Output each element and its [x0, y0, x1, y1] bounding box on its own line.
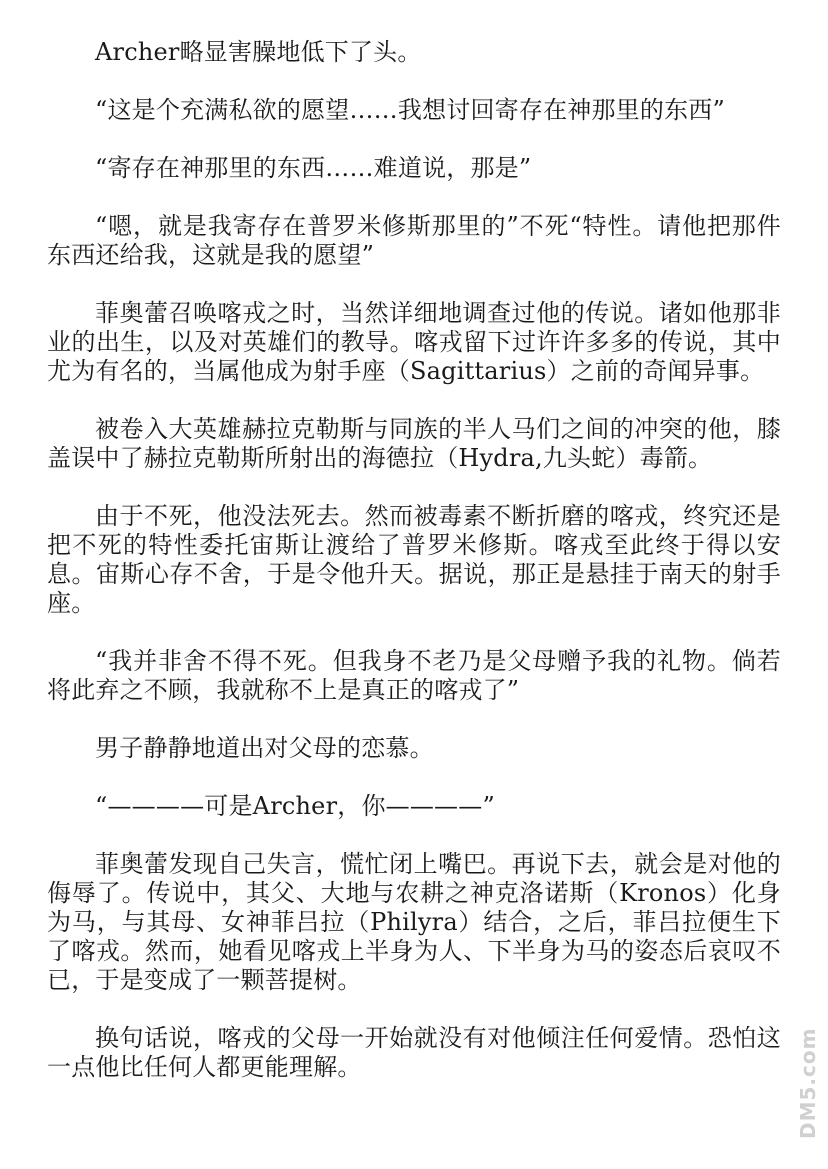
- paragraph-2: “这是个充满私欲的愿望……我想讨回寄存在神那里的东西”: [95, 96, 725, 124]
- site-watermark: DM5.com: [796, 1027, 820, 1139]
- paragraph-11: 菲奥蕾发现自己失言，慌忙闭上嘴巴。再说下去，就会是对他的侮辱了。传说中，其父、大地与农耕之神克洛诺斯（Kronos）化身为马，与其母、女神菲吕拉（Philyra）结合，之后，菲吕拉便生下了喀戎。然而，她看见喀戎上半身为人、下半身为马的姿态后哀叹不已，于是变成了一颗菩提树。: [47, 850, 781, 994]
- paragraph-5: 菲奥蕾召唤喀戎之时，当然详细地调查过他的传说。诸如他那非业的出生，以及对英雄们的教导。喀戎留下过许许多多的传说，其中尤为有名的，当属他成为射手座（Sagittarius）之前的奇闻异事。: [47, 299, 781, 385]
- paragraph-4: “嗯，就是我寄存在普罗米修斯那里的”不死“特性。请他把那件东西还给我，这就是我的愿望”: [47, 212, 781, 269]
- paragraph-9: 男子静静地道出对父母的恋慕。: [95, 734, 434, 762]
- paragraph-8: “我并非舍不得不死。但我身不老乃是父母赠予我的礼物。倘若将此弃之不顾，我就称不上是真正的喀戎了”: [47, 647, 781, 704]
- paragraph-12: 换句话说，喀戎的父母一开始就没有对他倾注任何爱情。恐怕这一点他比任何人都更能理解。: [47, 1024, 781, 1081]
- paragraph-3: “寄存在神那里的东西……难道说，那是”: [95, 154, 532, 182]
- paragraph-1: Archer略显害臊地低下了头。: [95, 38, 422, 66]
- paragraph-10: “————可是Archer，你————”: [95, 792, 495, 820]
- paragraph-6: 被卷入大英雄赫拉克勒斯与同族的半人马们之间的冲突的他，膝盖误中了赫拉克勒斯所射出的海德拉（Hydra,九头蛇）毒箭。: [47, 415, 781, 472]
- body-text: [47, 38, 781, 1111]
- paragraph-7: 由于不死，他没法死去。然而被毒素不断折磨的喀戎，终究还是把不死的特性委托宙斯让渡给了普罗米修斯。喀戎至此终于得以安息。宙斯心存不舍，于是令他升天。据说，那正是悬挂于南天的射手座。: [47, 502, 781, 617]
